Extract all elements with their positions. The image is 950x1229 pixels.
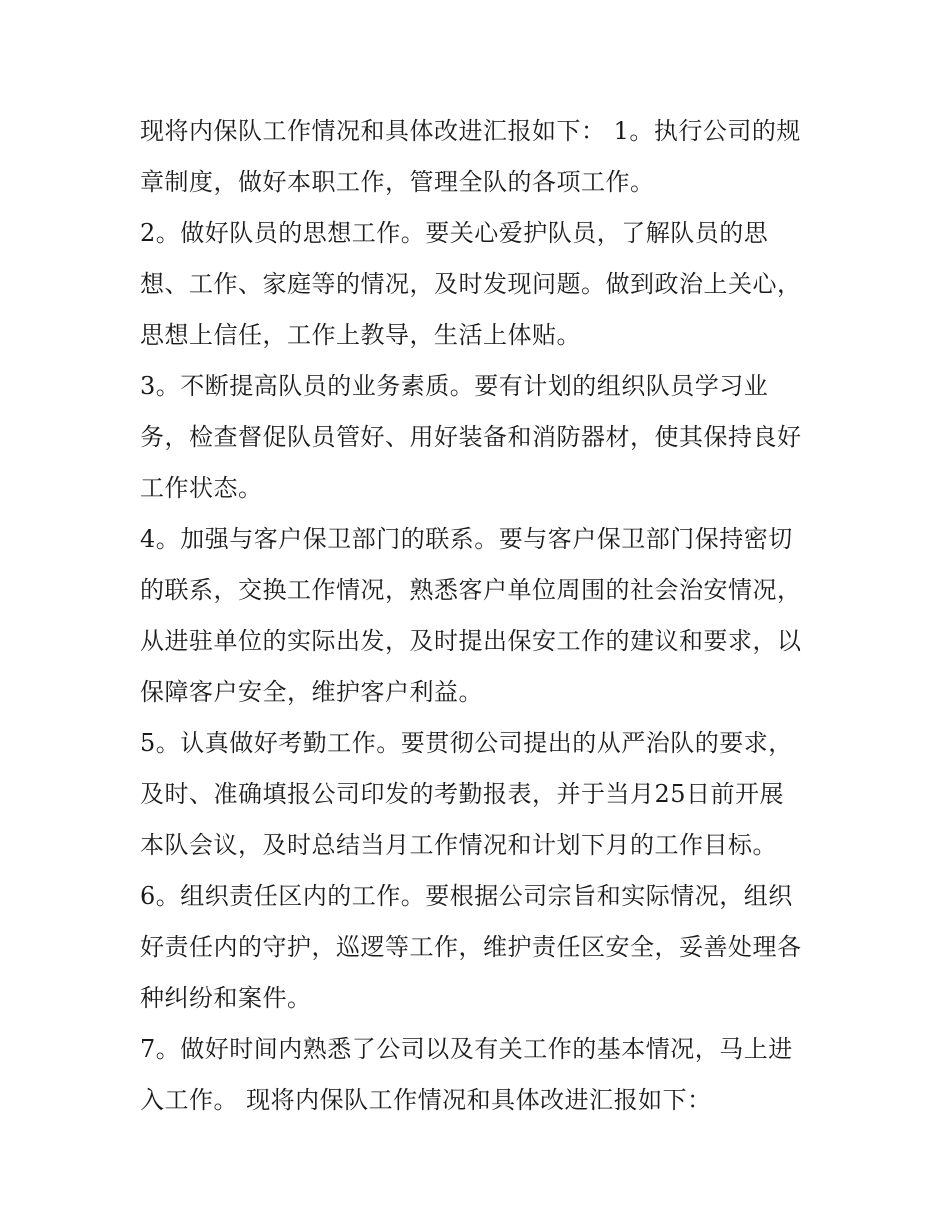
text-line: 务，检查督促队员管好、用好装备和消防器材，使其保持良好 bbox=[140, 423, 802, 451]
text-line: 思想上信任，工作上教导，生活上体贴。 bbox=[140, 321, 581, 349]
text-line: 入工作。 现将内保队工作情况和具体改进汇报如下： bbox=[140, 1086, 712, 1114]
text-line: 工作状态。 bbox=[140, 474, 263, 502]
text-line: 6。组织责任区内的工作。要根据公司宗旨和实际情况，组织 bbox=[140, 882, 793, 910]
text-line: 及时、准确填报公司印发的考勤报表，并于当月25日前开展 bbox=[140, 780, 785, 808]
text-line: 从进驻单位的实际出发，及时提出保安工作的建议和要求，以 bbox=[140, 627, 802, 655]
text-line: 3。不断提高队员的业务素质。要有计划的组织队员学习业 bbox=[140, 372, 769, 400]
text-line: 4。加强与客户保卫部门的联系。要与客户保卫部门保持密切 bbox=[140, 525, 793, 553]
text-line: 想、工作、家庭等的情况，及时发现问题。做到政治上关心， bbox=[140, 270, 802, 298]
text-line: 7。做好时间内熟悉了公司以及有关工作的基本情况，马上进 bbox=[140, 1035, 793, 1063]
text-line: 现将内保队工作情况和具体改进汇报如下： 1。执行公司的规 bbox=[140, 117, 801, 145]
text-line: 2。做好队员的思想工作。要关心爱护队员，了解队员的思 bbox=[140, 219, 769, 247]
text-line: 本队会议，及时总结当月工作情况和计划下月的工作目标。 bbox=[140, 831, 777, 859]
body-text bbox=[140, 108, 820, 1128]
text-line: 的联系，交换工作情况，熟悉客户单位周围的社会治安情况， bbox=[140, 576, 802, 604]
text-line: 5。认真做好考勤工作。要贯彻公司提出的从严治队的要求， bbox=[140, 729, 793, 757]
text-line: 保障客户安全，维护客户利益。 bbox=[140, 678, 483, 706]
text-line: 章制度，做好本职工作，管理全队的各项工作。 bbox=[140, 168, 655, 196]
text-line: 种纠纷和案件。 bbox=[140, 984, 312, 1012]
text-line: 好责任内的守护，巡逻等工作，维护责任区安全，妥善处理各 bbox=[140, 933, 802, 961]
